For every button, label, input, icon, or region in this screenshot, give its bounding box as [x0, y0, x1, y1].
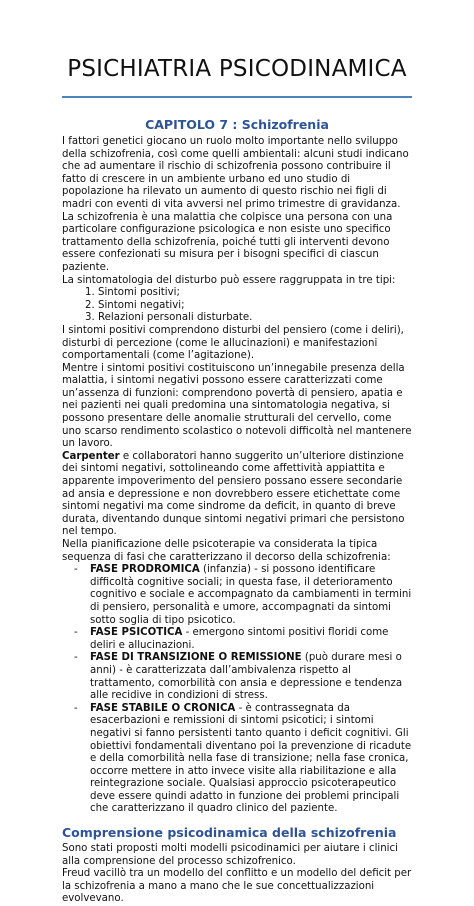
- list-item: [74, 627, 412, 652]
- paragraph-freud: Freud vacillò tra un modello del conflitto e un modello del deficit per la schizofrenia a mano a mano che le sue concettualizzazioni evolvevano.: [62, 868, 412, 905]
- phase-text: - emergono sintomi positivi floridi come deliri e allucinazioni.: [90, 627, 389, 651]
- list-item: 3. Relazioni personali disturbate.: [98, 312, 412, 325]
- paragraph-disease-definition: La schizofrenia è una malattia che colpisce una persona con una particolare configurazione psicologica e non esiste uno specifico trattamento della schizofrenia, poiché tutti gli interventi devono essere confezionati su misura per i bisogni specifici di ciascun paziente.: [62, 211, 393, 273]
- paragraph-positive-symptoms: I sintomi positivi comprendono disturbi del pensiero (come i deliri), disturbi di percezione (come le allucinazioni) e manifestazioni comportamentali (come l’agitazione).: [62, 324, 404, 362]
- paragraph-symptom-groups-intro: La sintomatologia del disturbo può essere raggruppata in tre tipi:: [62, 274, 396, 286]
- paragraph-psychodynamic-models: Sono stati proposti molti modelli psicodinamici per aiutare i clinici alla comprensione del processo schizofrenico.: [62, 843, 398, 867]
- phase-text: - è contrassegnata da esacerbazioni e remissioni di sintomi psicotici; i sintomi negativi si fanno persistenti tanto quanto i deficit cognitivi. Gli obiettivi fondamentali diventano poi la prevenzione di ricadute e della comorbilità nella fase di transizione; nella fase cronica, occorre mettere in atto invece visite alla riabilitazione e alla reintegrazione sociale. Qualsiasi approccio psicoterapeutico deve essere quindi adatto in funzione dei problemi principali che caratterizzano il quadro clinico del paziente.: [90, 702, 412, 815]
- phase-name: FASE STABILE O CRONICA: [90, 702, 236, 714]
- list-item: 2. Sintomi negativi;: [98, 300, 412, 313]
- phase-text: (può durare mesi o anni) - è caratterizzata dall’ambivalenza rispetto al trattamento, comorbilità con ansia e depressione e tendenza alle recidive in condizioni di stress.: [90, 652, 403, 702]
- chapter-heading: CAPITOLO 7 : Schizofrenia: [145, 117, 329, 132]
- section-heading: Comprensione psicodinamica della schizofrenia: [62, 825, 397, 841]
- paragraph-genetic-factors: I fattori genetici giocano un ruolo molto importante nello sviluppo della schizofrenia, così come quelli ambientali: alcuni studi indicano che ad aumentare il rischio di schizofrenia possono contribuire il fatto di crescere in un ambiente urbano ed uno studio di popolazione ha rilevato un aumento di questo rischio nei figli di madri con eventi di vita avversi nel primo trimestre di gravidanza.: [62, 136, 409, 210]
- phase-list: [62, 564, 412, 816]
- document-title: PSICHIATRIA PSICODINAMICA: [67, 56, 407, 82]
- phase-text: (infanzia) - si possono identificare difficoltà cognitive sociali; in questa fase, il deterioramento cognitivo e sociale e accompagnato da cambiamenti in termini di pensiero, personalità e umore, accompagnati da sintomi sotto soglia di tipo psicotico.: [90, 564, 412, 626]
- carpenter-name: Carpenter: [62, 450, 120, 462]
- list-item: 1. Sintomi positivi;: [98, 287, 412, 300]
- title-underline: [62, 96, 412, 98]
- carpenter-text: e collaboratori hanno suggerito un’ulteriore distinzione dei sintomi negativi, sottolineando come affettività appiattita e apparente impoverimento del pensiero possano essere secondarie ad ansia e depressione e non dovrebbero essere etichettate come sintomi negativi ma come sindrome da deficit, in quanto di breve durata, diventando dunque sintomi negativi primari che persistono nel tempo.: [62, 450, 405, 538]
- list-item: [74, 652, 412, 702]
- list-item: [74, 703, 412, 816]
- paragraph-phases-intro: Nella pianificazione delle psicoterapie va considerata la tipica sequenza di fasi che caratterizzano il decorso della schizofrenia:: [62, 539, 391, 563]
- phase-name: FASE PRODROMICA: [90, 564, 200, 576]
- phase-name: FASE DI TRANSIZIONE O REMISSIONE: [90, 652, 302, 664]
- paragraph-carpenter: [62, 451, 412, 539]
- phase-name: FASE PSICOTICA: [90, 627, 183, 639]
- symptom-list: [62, 287, 412, 325]
- paragraph-negative-symptoms: Mentre i sintomi positivi costituiscono un’innegabile presenza della malattia, i sintomi negativi possono essere caratterizzati come un’assenza di funzioni: comprendono povertà di pensiero, apatia e nei pazienti nei quali predomina una sintomatologia negativa, si possono presentare delle anomalie strutturali del cervello, come uno scarso rendimento scolastico o notevoli difficoltà nel mantenere un lavoro.: [62, 362, 412, 450]
- list-item: [74, 564, 412, 627]
